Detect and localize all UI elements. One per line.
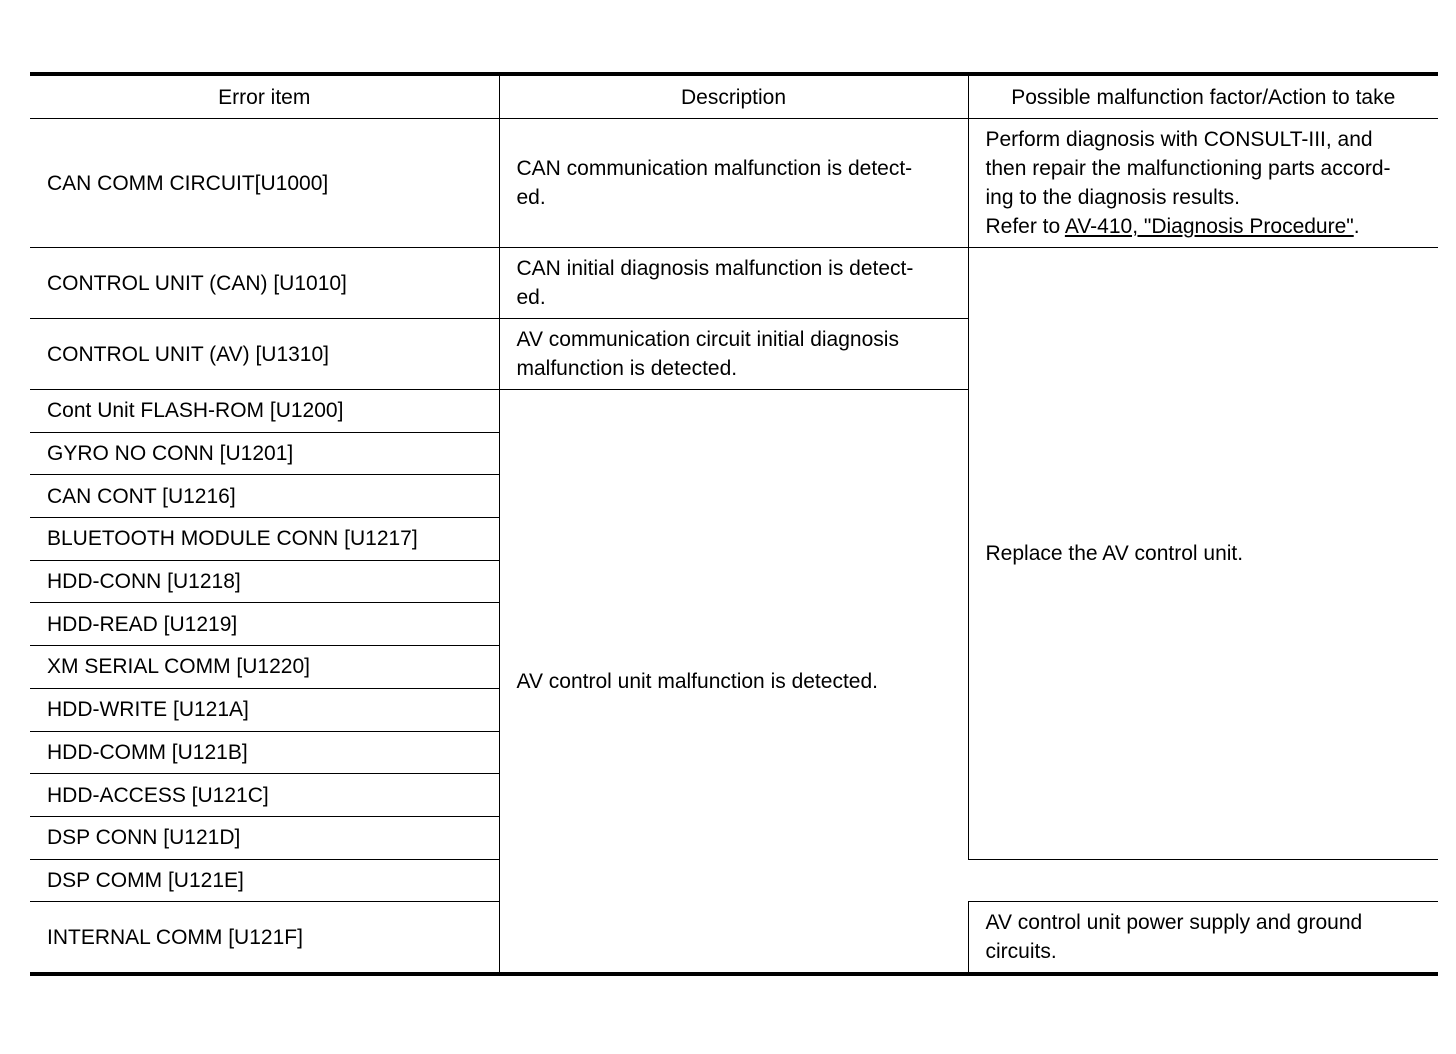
error-item-cell: HDD-ACCESS [U121C] (30, 774, 499, 817)
error-item-cell: HDD-COMM [U121B] (30, 731, 499, 774)
error-item-cell: XM SERIAL COMM [U1220] (30, 646, 499, 689)
error-item-cell: INTERNAL COMM [U121F] (30, 902, 499, 975)
error-item-table (30, 72, 1438, 976)
description-line: ed. (516, 286, 546, 309)
description-cell-av-control: AV control unit malfunction is detected. (499, 390, 968, 975)
table-row (30, 119, 1438, 248)
header-action: Possible malfunction factor/Action to take (968, 74, 1438, 119)
error-item-cell: HDD-READ [U1219] (30, 603, 499, 646)
action-cell-replace: Replace the AV control unit. (968, 248, 1438, 860)
error-item-cell: HDD-CONN [U1218] (30, 560, 499, 603)
error-item-cell: GYRO NO CONN [U1201] (30, 432, 499, 475)
error-item-cell: HDD-WRITE [U121A] (30, 688, 499, 731)
error-item-cell: DSP CONN [U121D] (30, 816, 499, 859)
action-line: ing to the diagnosis results. (985, 186, 1240, 209)
description-line: AV communication circuit initial diagnosis (516, 328, 899, 351)
table-row (30, 248, 1438, 319)
action-line: circuits. (985, 940, 1057, 964)
header-description: Description (499, 74, 968, 119)
error-item-cell: CAN COMM CIRCUIT[U1000] (30, 119, 499, 248)
table-header-row (30, 74, 1438, 119)
refer-suffix: . (1353, 215, 1360, 238)
error-item-cell: CONTROL UNIT (CAN) [U1010] (30, 248, 499, 319)
action-line: Perform diagnosis with CONSULT-III, and (985, 128, 1373, 151)
error-item-cell: Cont Unit FLASH-ROM [U1200] (30, 390, 499, 433)
description-line: CAN communication malfunction is detect- (516, 157, 913, 180)
error-item-cell: DSP COMM [U121E] (30, 859, 499, 902)
action-line: then repair the malfunctioning parts accord- (985, 157, 1391, 180)
diagnosis-procedure-link[interactable]: AV-410, "Diagnosis Procedure" (1064, 215, 1354, 238)
header-error-item: Error item (30, 74, 499, 119)
refer-prefix: Refer to (985, 215, 1065, 238)
description-cell (499, 248, 968, 319)
error-item-cell: BLUETOOTH MODULE CONN [U1217] (30, 518, 499, 561)
action-line: AV control unit power supply and ground (985, 911, 1363, 935)
action-cell-power (968, 902, 1438, 975)
description-line: malfunction is detected. (516, 357, 738, 380)
refer-line (986, 212, 1429, 241)
error-item-cell: CAN CONT [U1216] (30, 475, 499, 518)
description-cell (499, 319, 968, 390)
description-line: ed. (516, 186, 546, 209)
description-cell (499, 119, 968, 248)
error-item-cell: CONTROL UNIT (AV) [U1310] (30, 319, 499, 390)
action-cell (968, 119, 1438, 248)
description-line: CAN initial diagnosis malfunction is detect- (516, 257, 914, 280)
